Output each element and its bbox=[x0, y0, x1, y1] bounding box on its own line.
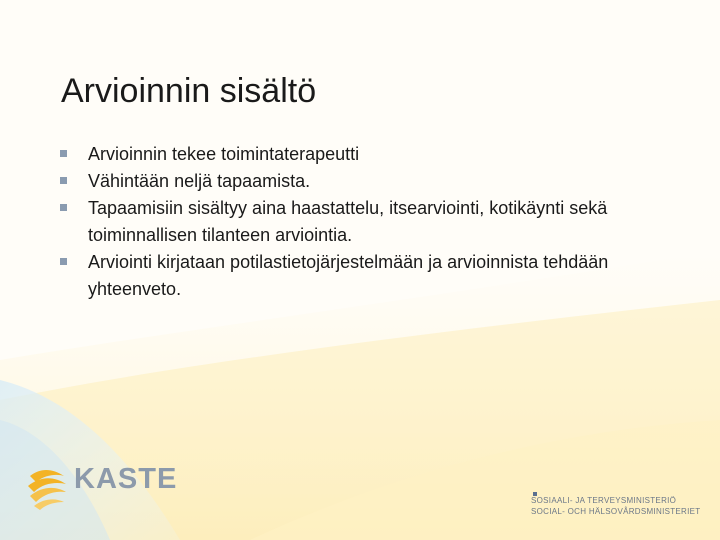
bullet-square-icon bbox=[60, 177, 67, 184]
ministry-name-finnish: SOSIAALI- JA TERVEYSMINISTERIÖ bbox=[531, 496, 677, 505]
ministry-name-swedish: SOCIAL- OCH HÄLSOVÅRDSMINISTERIET bbox=[531, 507, 701, 516]
bullet-list bbox=[60, 141, 660, 303]
bullet-text: Vähintään neljä tapaamista. bbox=[88, 171, 311, 191]
bullet-item bbox=[60, 141, 660, 168]
bullet-item bbox=[60, 168, 660, 195]
bullet-square-icon bbox=[60, 204, 67, 211]
kaste-logo-text: KASTE bbox=[74, 463, 178, 495]
ministry-logo bbox=[531, 495, 700, 517]
bullet-square-icon bbox=[60, 258, 67, 265]
bullet-text: Arviointi kirjataan potilastietojärjestelmään ja arvioinnista tehdään yhteenveto. bbox=[88, 252, 609, 299]
bullet-text: Tapaamisiin sisältyy aina haastattelu, itsearviointi, kotikäynti sekä toiminnallisen tilanteen arviointia. bbox=[88, 198, 608, 245]
bullet-square-icon bbox=[60, 150, 67, 157]
bullet-text: Arvioinnin tekee toimintaterapeutti bbox=[88, 144, 360, 164]
slide-title: Arvioinnin sisältö bbox=[61, 72, 317, 110]
bullet-item bbox=[60, 195, 660, 249]
bullet-item bbox=[60, 249, 660, 303]
